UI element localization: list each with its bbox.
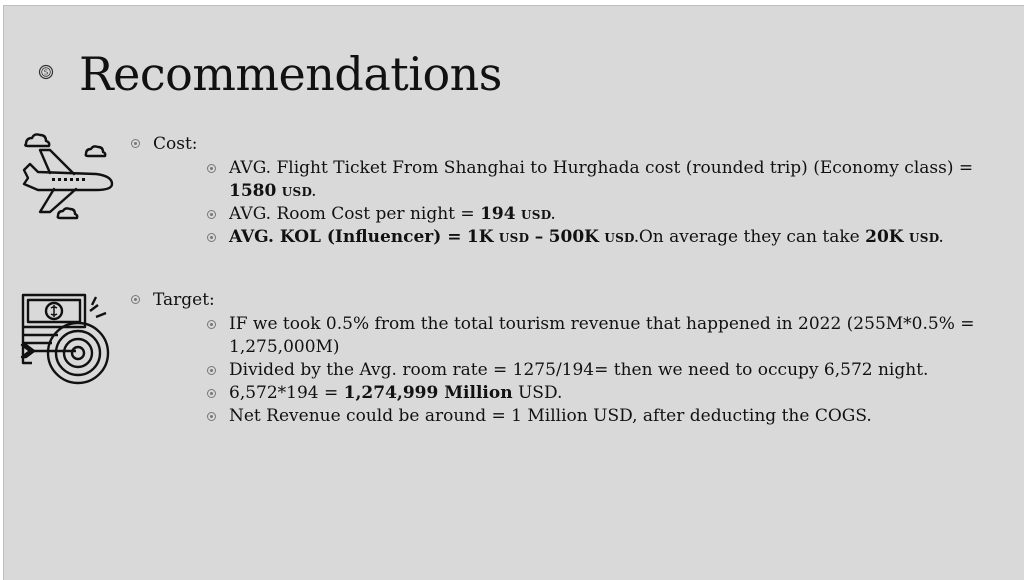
cost-flight-item: AVG. Flight Ticket From Shanghai to Hurghada cost (rounded trip) (Economy class) = 1580 USD. (229, 157, 1009, 204)
target-item-1: IF we took 0.5% from the total tourism revenue that happened in 2022 (255M*0.5% = 1,275,000M) (229, 313, 999, 359)
target-item-4: Net Revenue could be around = 1 Million USD, after deducting the COGS. (229, 405, 1009, 428)
target-item-3: 6,572*194 = 1,274,999 Million USD. (229, 382, 1009, 405)
target-item-2: Divided by the Avg. room rate = 1275/194= then we need to occupy 6,572 night. (229, 359, 1009, 382)
dollar-circle-bullet-icon (38, 64, 54, 80)
airplane-clouds-icon (18, 126, 118, 226)
bullet-icon (207, 366, 216, 375)
bullet-icon (131, 295, 140, 304)
bullet-icon (207, 320, 216, 329)
bullet-icon (207, 233, 216, 242)
bullet-icon (207, 210, 216, 219)
bullet-icon (131, 139, 140, 148)
cost-heading: Cost: (153, 133, 198, 155)
cost-room-item: AVG. Room Cost per night = 194 USD. (229, 203, 1009, 227)
bullet-icon (207, 412, 216, 421)
bullet-icon (207, 164, 216, 173)
page-title: Recommendations (79, 47, 502, 101)
money-target-icon (18, 291, 118, 391)
cost-kol-item: AVG. KOL (Influencer) = 1K USD – 500K USD.On average they can take 20K USD. (229, 226, 1009, 250)
target-heading: Target: (153, 289, 215, 311)
svg-text:S: S (43, 68, 49, 77)
bullet-icon (207, 389, 216, 398)
slide (3, 5, 1024, 580)
